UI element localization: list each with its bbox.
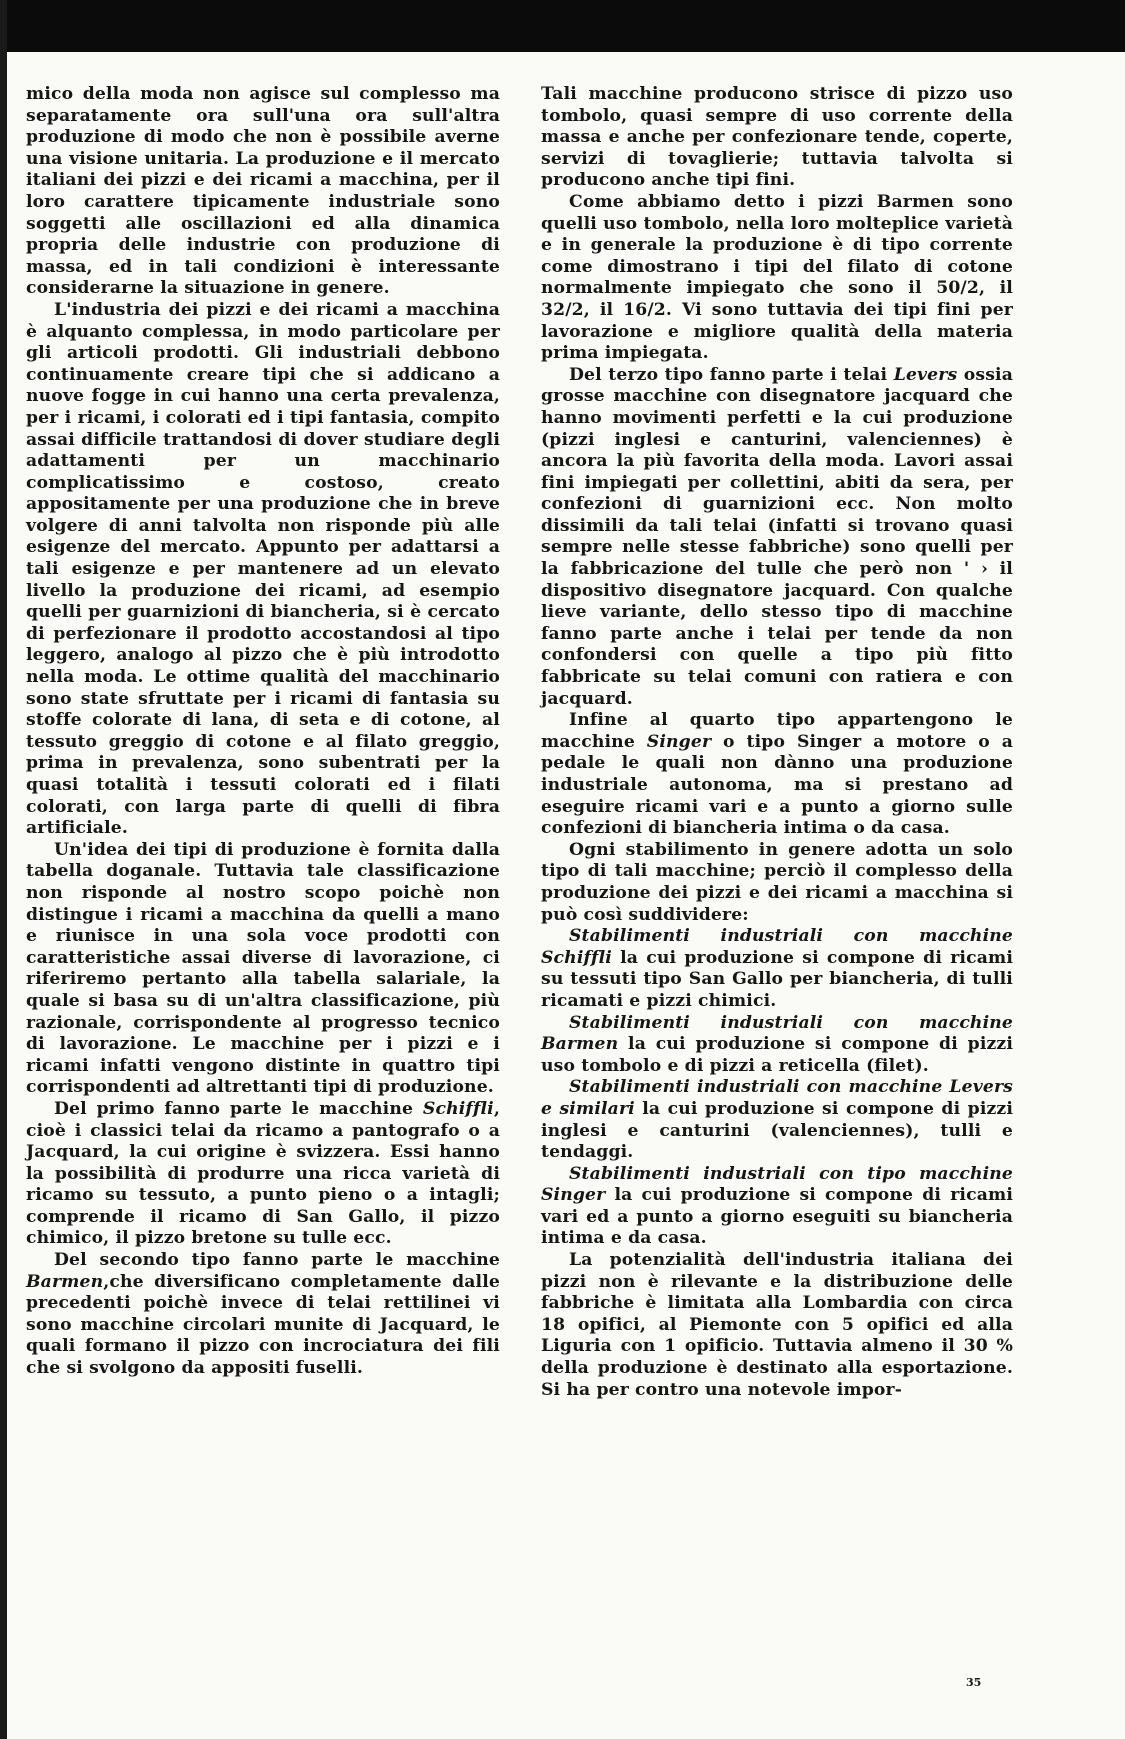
category-levers: [541, 1077, 1013, 1163]
category-singer: [541, 1164, 1013, 1250]
text-run: Infine al quarto tipo appartengono le macchine: [541, 710, 1013, 752]
text-run: la cui produzione si compone di ricami vari ed a punto a giorno eseguiti su biancheria intima e da casa.: [541, 1185, 1013, 1249]
text-run: Del terzo tipo fanno parte i telai: [569, 364, 894, 385]
paragraph: [541, 365, 1013, 711]
page-number: 35: [966, 1676, 982, 1689]
text-run: la cui produzione si compone di pizzi inglesi e canturini (valenciennes), tulli e tendaggi.: [541, 1098, 1014, 1163]
paragraph: [26, 1250, 500, 1380]
scan-top-border: [0, 0, 1125, 52]
text-run: la cui produzione si compone di ricami su tessuti tipo San Gallo per biancheria, di tulli ricamati e pizzi chimici.: [541, 947, 1013, 1011]
category-heading: Stabilimenti industriali con macchine Barmen: [541, 1012, 1013, 1055]
scan-left-border: [0, 0, 7, 1739]
paragraph: mico della moda non agisce sul complesso ma separatamente ora sull'una ora sull'altra produzione di modo che non è possibile averne una visione unitaria. La produzione e il mercato italiani dei pizzi e dei ricami a macchina, per il loro carattere tipicamente industriale sono soggetti alle oscillazioni ed alla dinamica propria delle industrie con produzione di massa, ed in tali condizioni è interessante considerarne la situazione in genere.: [26, 84, 500, 299]
category-heading: Stabilimenti industriali con macchine Schiffli: [541, 926, 1013, 968]
paragraph: Ogni stabilimento in genere adotta un solo tipo di tali macchine; perciò il complesso della produzione dei pizzi e dei ricami a macchina si può così suddividere:: [541, 839, 1013, 925]
paragraph: Come abbiamo detto i pizzi Barmen sono quelli uso tombolo, nella loro molteplice varietà e in generale la produzione è di tipo corrente come dimostrano i tipi del filato di cotone normalmente impiegato che sono il 50/2, il 32/2, il 16/2. Vi sono tuttavia dei tipi fini per lavorazione e migliore qualità della materia prima impiegata.: [541, 191, 1013, 364]
category-barmen: [541, 1013, 1013, 1078]
category-heading: Stabilimenti industriali con tipo macchine Singer: [541, 1163, 1013, 1206]
paragraph: Tali macchine producono strisce di pizzo uso tombolo, quasi sempre di uso corrente della massa e anche per confezionare tende, coperte, servizi di tovaglierie; tuttavia talvolta si producono anche tipi fini.: [541, 84, 1013, 191]
machine-name-singer: Singer: [646, 731, 712, 752]
text-run: Del primo fanno parte le macchine: [54, 1098, 423, 1119]
paragraph: Un'idea dei tipi di produzione è fornita dalla tabella doganale. Tuttavia tale classificazione non risponde al nostro scopo poichè non distingue i ricami a macchina da quelli a mano e riunisce in una sola voce prodotti con caratteristiche assai diverse di lavorazione, ci riferiremo pertanto alla tabella salariale, la quale si basa su di un'altra classificazione, più razionale, corrispondente al progresso tecnico di lavorazione. Le macchine per i pizzi e i ricami infatti vengono distinte in quattro tipi corrispondenti ad altrettanti tipi di produzione.: [26, 839, 500, 1098]
machine-name-schiffli: Schiffli: [422, 1098, 494, 1119]
left-column: [26, 84, 500, 1380]
machine-name-levers: Levers: [893, 364, 958, 385]
category-heading: Stabilimenti industriali con macchine Levers e similari: [541, 1077, 1013, 1119]
paragraph: [26, 1099, 500, 1250]
text-run: ossia grosse macchine con disegnatore jacquard che hanno movimenti perfetti e la cui produzione (pizzi inglesi e canturini, valenciennes) è ancora la più favorita della moda. Lavori assai fini impiegati per collettini, abiti da sera, per confezioni di guarnizioni ecc. Non molto dissimili da tali telai (infatti si trovano quasi sempre nelle stesse fabbriche) sono quelli per la fabbricazione del tulle che però non ' › il dispositivo disegnatore jacquard. Con qualche lieve variante, dello stesso tipo di macchine fanno parte anche i telai per tende da non confondersi con quelle a tipo più fitto fabbricate su telai comuni con ratiera e con jacquard.: [541, 364, 1013, 709]
category-schiffli: [541, 926, 1013, 1012]
text-run: ,che diversificano completamente dalle precedenti poichè invece di telai rettilinei vi sono macchine circolari munite di Jacquard, le quali formano il pizzo con incrociatura dei fili che si svolgono da appositi fuselli.: [26, 1271, 500, 1379]
right-column: [541, 84, 1013, 1401]
paragraph: La potenzialità dell'industria italiana dei pizzi non è rilevante e la distribuzione delle fabbriche è limitata alla Lombardia con circa 18 opifici, al Piemonte con 5 opifici ed alla Liguria con 1 opificio. Tuttavia almeno il 30 % della produzione è destinato alla esportazione. Si ha per contro una notevole impor-: [541, 1250, 1013, 1400]
text-run: , cioè i classici telai da ricamo a pantografo o a Jacquard, la cui origine è svizzera. Essi hanno la possibilità di produrre una ricca varietà di ricamo su tessuto, a punto pieno o a intagli; comprende il ricamo di San Gallo, il pizzo chimico, il pizzo bretone su tulle ecc.: [26, 1098, 500, 1249]
text-run: Del secondo tipo fanno parte le macchine: [54, 1250, 500, 1271]
paragraph: L'industria dei pizzi e dei ricami a macchina è alquanto complessa, in modo particolare per gli articoli prodotti. Gli industriali debbono continuamente creare tipi che si addicano a nuove fogge in cui hanno una certa prevalenza, per i ricami, i colorati ed i tipi fantasia, compito assai difficile trattandosi di dover studiare degli adattamenti per un macchinario complicatissimo e costoso, creato appositamente per una produzione che in breve volgere di anni talvolta non risponde più alle esigenze del mercato. Appunto per adattarsi a tali esigenze e per mantenere ad un elevato livello la produzione dei ricami, ad esempio quelli per guarnizioni di biancheria, si è cercato di perfezionare il prodotto accostandosi al tipo leggero, analogo al pizzo che è più introdotto nella moda. Le ottime qualità del macchinario sono state sfruttate per i ricami di fantasia su stoffe colorate di lana, di seta e di cotone, al tessuto greggio di cotone e al filato greggio, prima in prevalenza, sono subentrati per la quasi totalità i tessuti colorati ed i filati colorati, con larga parte di quelli di fibra artificiale.: [26, 299, 500, 839]
paragraph: [541, 710, 1013, 840]
text-run: la cui produzione si compone di pizzi uso tombolo e di pizzi a reticella (filet).: [541, 1034, 1013, 1076]
machine-name-barmen: Barmen: [26, 1271, 104, 1292]
text-run: o tipo Singer a motore o a pedale le quali non dànno una produzione industriale autonoma, ma si prestano ad eseguire ricami vari e a punto a giorno sulle confezioni di biancheria intima o da casa.: [541, 731, 1013, 839]
